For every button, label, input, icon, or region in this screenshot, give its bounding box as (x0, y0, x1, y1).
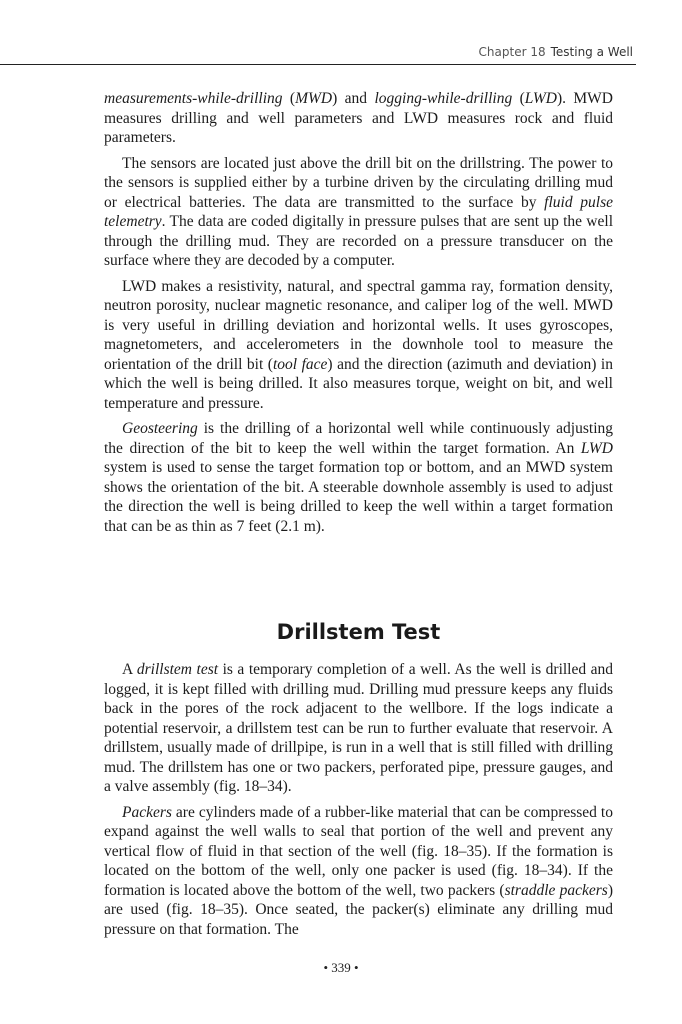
term-mwd-full: measurements-while-drilling (104, 90, 283, 107)
paragraph-1: measurements-while-drilling (MWD) and logging-while-drilling (LWD). MWD measures drilling and well parameters and LWD measures rock and fluid parameters. (104, 90, 613, 146)
term-lwd: LWD (524, 90, 557, 107)
term-lwd-2: LWD (580, 439, 613, 457)
header-rule (0, 64, 636, 65)
paragraph-2: The sensors are located just above the drill bit on the drillstring. The power to the sensors is supplied either by a turbine driven by the circulating drilling mud or electrical batteries. The data are transmitted to the surface by fluid pulse telemetry. The data are coded digitally in pressure pulses that are sent up the well through the drilling mud. They are recorded on a pressure transducer on the surface where they are decoded by a computer. (104, 154, 613, 269)
paragraph-6: Packers are cylinders made of a rubber-like material that can be compressed to expand against the well walls to seal that portion of the well and prevent any vertical flow of fluid in that section of the well (fig. 18–35). If the formation is located on the bottom of the well, only one packer is used (fig. 18–34). If the formation is located above the bottom of the well, two packers (straddle packers) are used (fig. 18–35). Once seated, the packer(s) eliminate any drilling mud pressure on that formation. The (104, 803, 613, 938)
paragraph-4: Geosteering is the drilling of a horizontal well while continuously adjusting the direction of the bit to keep the well within the target formation. An LWD system is used to sense the target formation top or bottom, and an MWD system shows the orientation of the bit. A steerable downhole assembly is used to adjust the direction the well is being drilled to keep the well within a target formation that can be as thin as 7 feet (2.1 m). (104, 420, 613, 535)
term-mwd: MWD (295, 90, 333, 107)
paragraph-3: LWD makes a resistivity, natural, and spectral gamma ray, formation density, neutron porosity, nuclear magnetic resonance, and caliper log of the well. MWD is very useful in drilling deviation and horizontal wells. It uses gyroscopes, magnetometers, and accelerometers in the downhole tool to measure the orientation of the drill bit (tool face) and the direction (azimuth and deviation) in which the well is being drilled. It also measures torque, weight on bit, and well temperature and pressure. (104, 277, 613, 412)
paragraph-5: A drillstem test is a temporary completion of a well. As the well is drilled and logged, it is kept filled with drilling mud. Drilling mud pressure keeps any fluids back in the pores of the rock adjacent to the wellbore. If the logs indicate a potential reservoir, a drillstem test can be run to further evaluate that reservoir. A drillstem, usually made of drillpipe, is run in a well that is still filled with drilling mud. The drillstem has one or two packers, perforated pipe, pressure gauges, and a valve assembly (fig. 18–34). (104, 661, 614, 795)
text-block-upper (104, 89, 613, 542)
chapter-label: Chapter 18 (478, 45, 546, 59)
text-block-lower (104, 660, 613, 945)
term-packers: Packers (122, 803, 172, 821)
term-straddle-packers: straddle packers (504, 881, 608, 899)
term-tool-face: tool face (272, 355, 328, 373)
chapter-title: Testing a Well (550, 45, 633, 59)
term-lwd-full: logging-while-drilling (374, 90, 513, 107)
running-header (479, 45, 633, 59)
term-fluid-pulse-telemetry: fluid pulse telemetry (104, 193, 613, 230)
term-drillstem-test: drillstem test (136, 661, 219, 678)
term-geosteering: Geosteering (122, 420, 198, 437)
section-heading: Drillstem Test (276, 620, 441, 644)
page-number: • 339 • (323, 960, 359, 975)
